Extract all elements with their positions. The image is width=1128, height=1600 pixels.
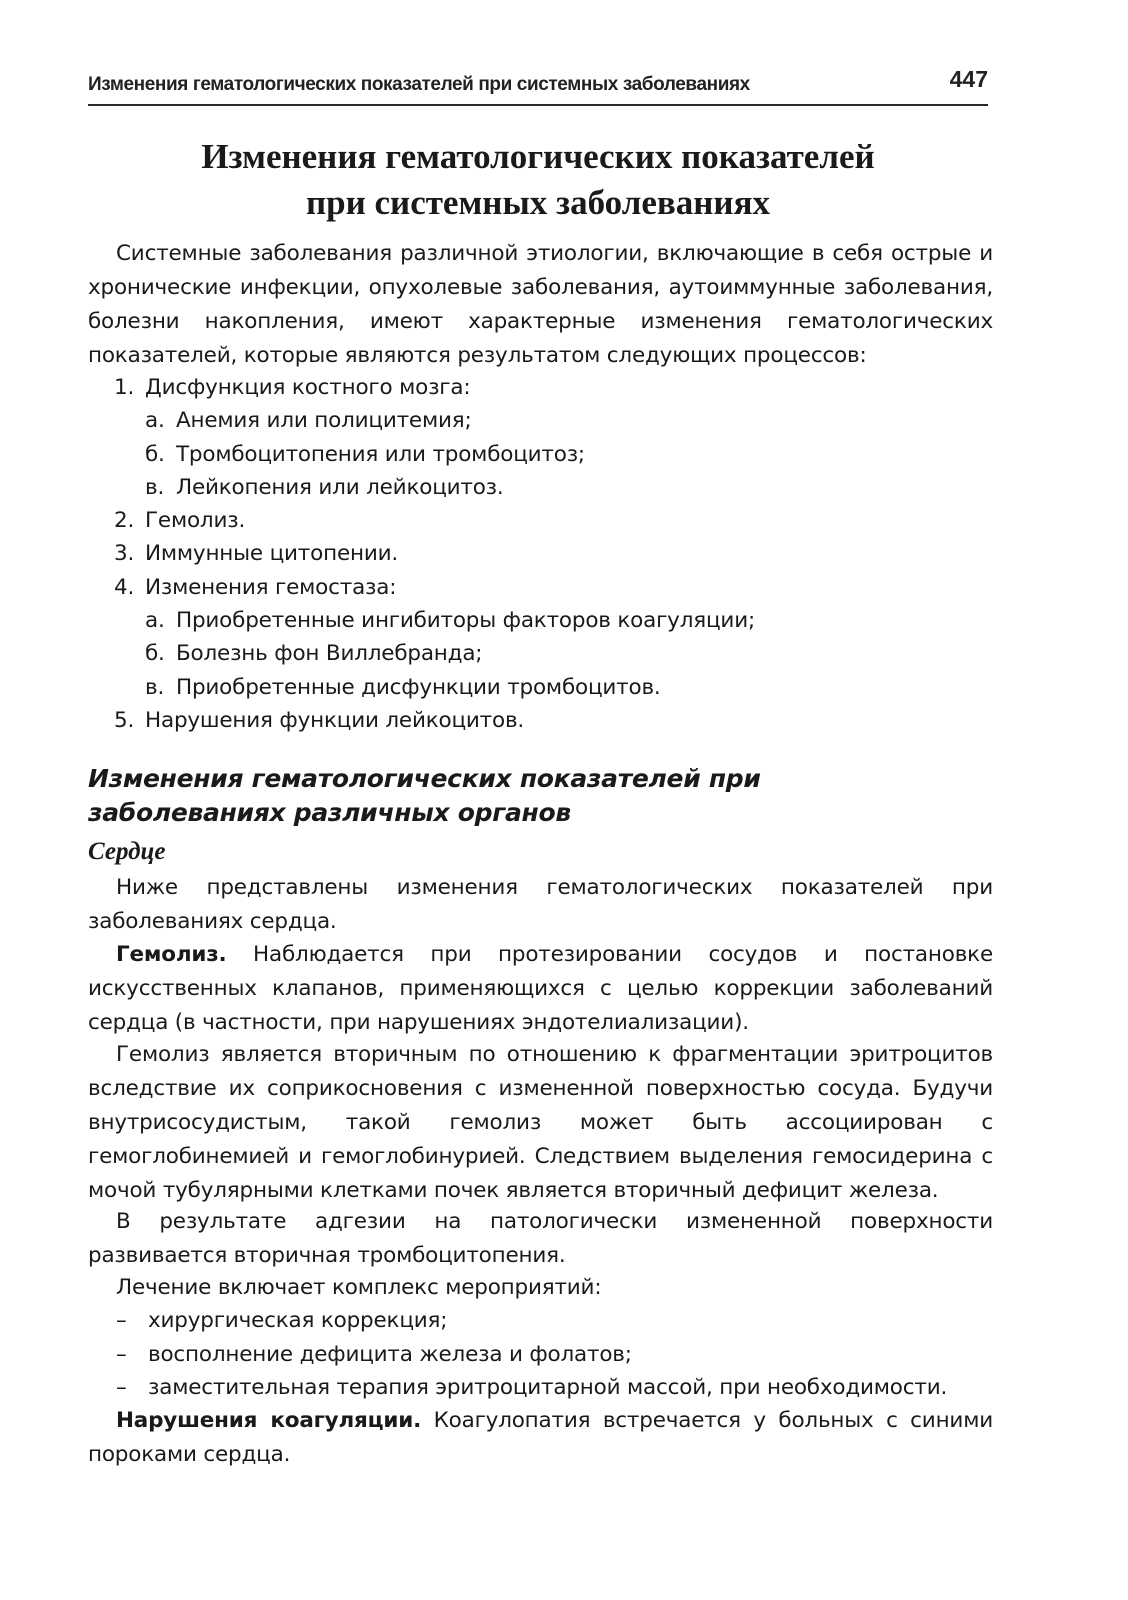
paragraph-coagulation: Нарушения коагуляции. Коагулопатия встречается у больных с синими пороками сердца. (88, 1408, 993, 1467)
page-title-line-2: при системных заболеваниях (305, 183, 771, 222)
list-item: – восполнение дефицита железа и фолатов; (116, 1341, 632, 1367)
paragraph-intro-heart: Ниже представлены изменения гематологических показателей при заболеваниях сердца. (88, 875, 993, 934)
list-item: 1. Дисфункция костного мозга: (114, 375, 471, 400)
list-item: а. Приобретенные ингибиторы факторов коагуляции; (145, 608, 756, 634)
paragraph-lead: Нарушения коагуляции. (116, 1408, 422, 1433)
paragraph-hemolysis-mechanism: Гемолиз является вторичным по отношению к фрагментации эритроцитов вследствие их соприкосновения с измененной поверхностью сосуда. Будучи внутрисосудистым, такой гемолиз может быть ассоциирован с гемоглобинемией и гемоглобинурией. Следствием выделения гемосидерина с мочой тубулярными клетками почек является вторичный дефицит железа. (88, 1042, 993, 1203)
section-heading-line-2: заболеваниях различных органов (88, 798, 571, 827)
paragraph-treatment-intro: Лечение включает комплекс мероприятий: (116, 1275, 602, 1300)
section-heading-line-1: Изменения гематологических показателей при (88, 764, 761, 793)
header-rule (88, 104, 988, 106)
list-item: в. Лейкопения или лейкоцитоз. (145, 474, 504, 500)
page-number: 447 (949, 66, 988, 92)
list-item: – хирургическая коррекция; (116, 1308, 448, 1333)
treatment-list (88, 1304, 993, 1405)
section-heading (88, 762, 993, 830)
paragraph-lead: Гемолиз. (116, 942, 227, 967)
running-header: Изменения гематологических показателей при системных заболеваниях (88, 74, 750, 95)
list-item: 5. Нарушения функции лейкоцитов. (114, 707, 525, 733)
list-item: а. Анемия или полицитемия; (145, 408, 472, 434)
list-item: 2. Гемолиз. (114, 508, 246, 534)
page-title (88, 134, 988, 226)
subsection-heading: Сердце (88, 838, 166, 865)
process-list (88, 371, 993, 737)
list-item: 3. Иммунные цитопении. (114, 541, 399, 567)
list-item: в. Приобретенные дисфункции тромбоцитов. (145, 674, 661, 700)
paragraph-thrombocytopenia: В результате адгезии на патологически измененной поверхности развивается вторичная тромбоцитопения. (88, 1209, 993, 1268)
list-item: б. Болезнь фон Виллебранда; (145, 641, 483, 667)
list-item: б. Тромбоцитопения или тромбоцитоз; (145, 441, 585, 467)
intro-paragraph: Системные заболевания различной этиологии, включающие в себя острые и хронические инфекции, опухолевые заболевания, аутоиммунные заболевания, болезни накопления, имеют характерные изменения гематологических показателей, которые являются результатом следующих процессов: (88, 241, 993, 368)
page-title-line-1: Изменения гематологических показателей (201, 137, 875, 176)
list-item: 4. Изменения гемостаза: (114, 574, 397, 600)
paragraph-hemolysis: Гемолиз. Наблюдается при протезировании сосудов и постановке искусственных клапанов, применяющихся с целью коррекции заболеваний сердца (в частности, при нарушениях эндотелиализации). (88, 942, 993, 1035)
list-item: – заместительная терапия эритроцитарной массой, при необходимости. (116, 1375, 948, 1400)
